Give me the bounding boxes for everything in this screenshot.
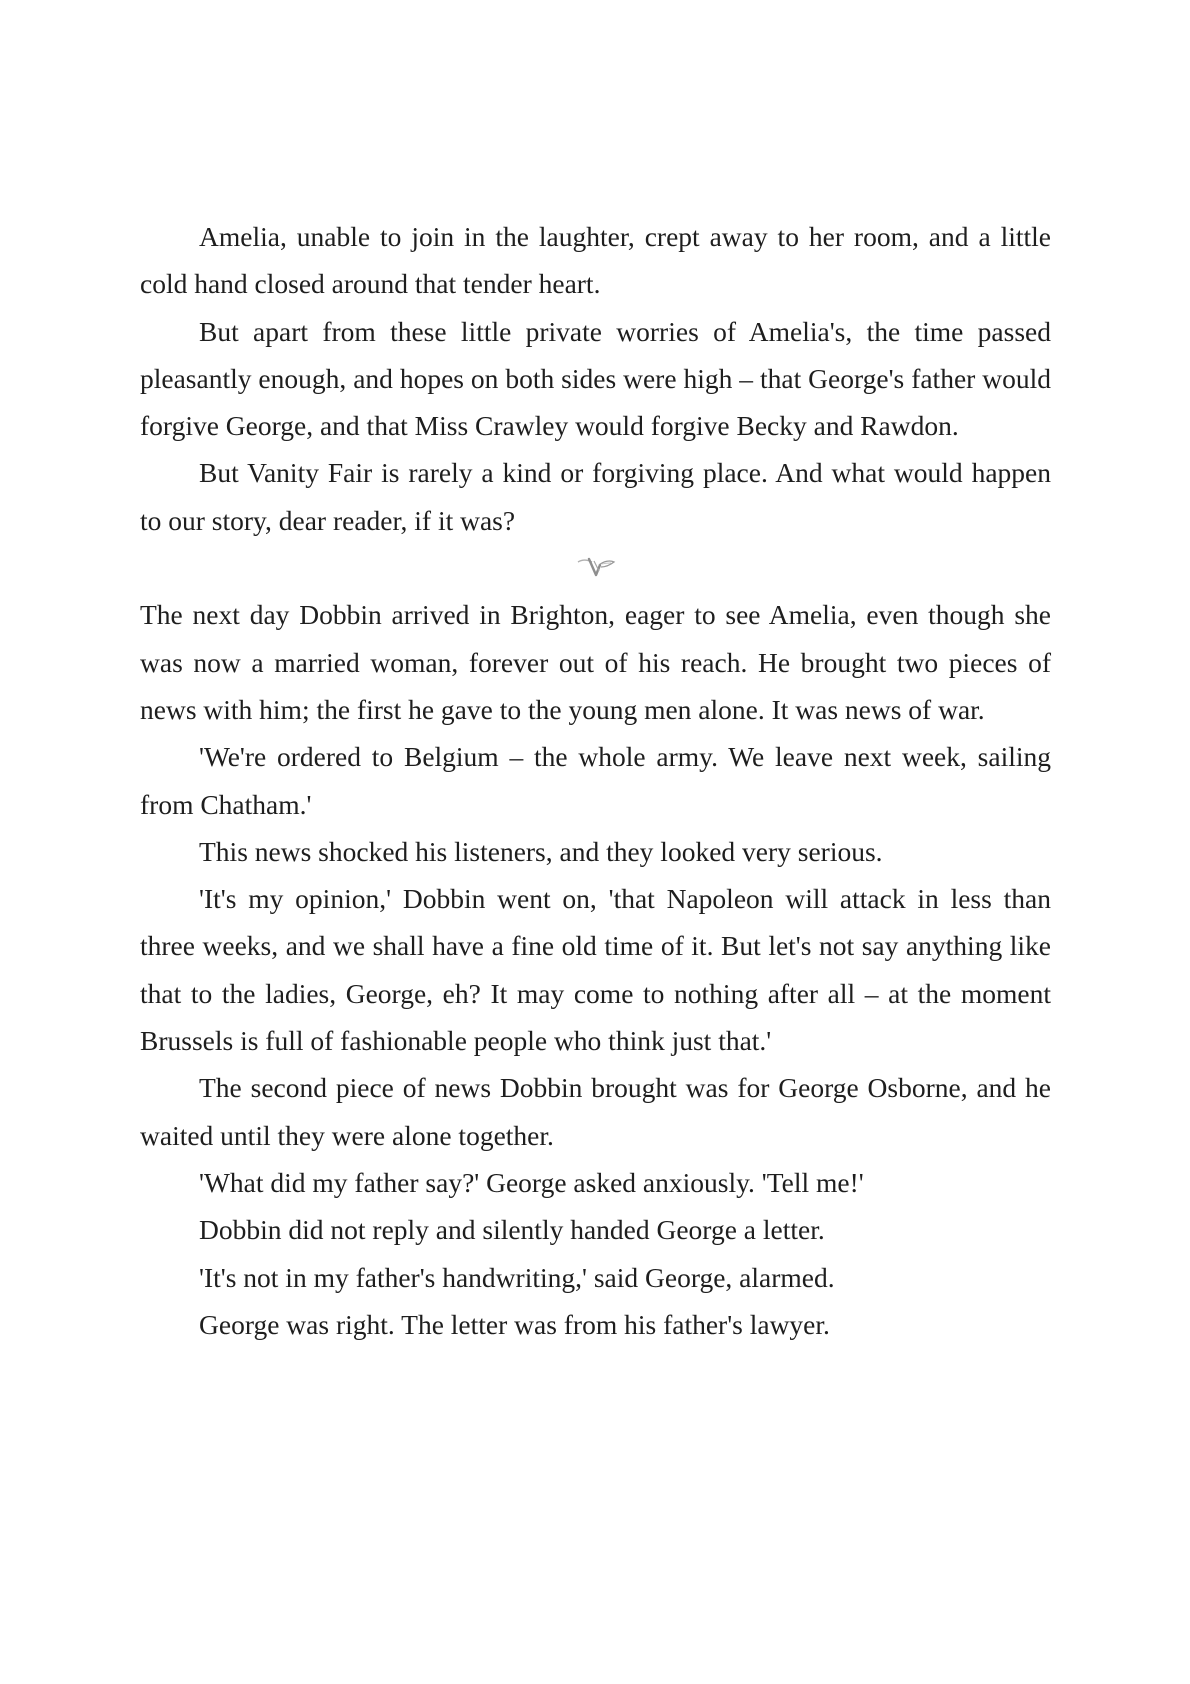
paragraph: Dobbin did not reply and silently handed George a letter. [199,1214,825,1246]
quill-ornament-icon [575,553,617,583]
paragraph: 'It's not in my father's handwriting,' said George, alarmed. [199,1261,835,1293]
paragraph: 'We're ordered to Belgium – the whole army. We leave next week, sailing from Chatham.' [140,741,1051,820]
paragraph: 'What did my father say?' George asked anxiously. 'Tell me!' [199,1166,864,1198]
paragraph: This news shocked his listeners, and they looked very serious. [199,835,883,867]
paragraph: The next day Dobbin arrived in Brighton, eager to see Amelia, even though she was now a married woman, forever out of his reach. He brought two pieces of news with him; the first he gave to the young men alone. It was news of war. [140,599,1051,725]
paragraph: 'It's my opinion,' Dobbin went on, 'that Napoleon will attack in less than three weeks, and we shall have a fine old time of it. But let's not say anything like that to the ladies, George, eh? It may come to nothing after all – at the moment Brussels is full of fashionable people who think just that.' [140,883,1051,1057]
paragraph: But apart from these little private worries of Amelia's, the time passed pleasantly enough, and hopes on both sides were high – that George's father would forgive George, and that Miss Crawley would forgive Becky and Rawdon. [140,315,1051,442]
body-text [140,213,1051,1348]
paragraph: But Vanity Fair is rarely a kind or forgiving place. And what would happen to our story, dear reader, if it was? [140,457,1051,536]
section-break [140,544,1051,591]
paragraph: George was right. The letter was from his father's lawyer. [199,1308,830,1340]
paragraph: The second piece of news Dobbin brought was for George Osborne, and he waited until they were alone together. [140,1072,1051,1151]
paragraph: Amelia, unable to join in the laughter, crept away to her room, and a little cold hand closed around that tender heart. [140,221,1051,300]
